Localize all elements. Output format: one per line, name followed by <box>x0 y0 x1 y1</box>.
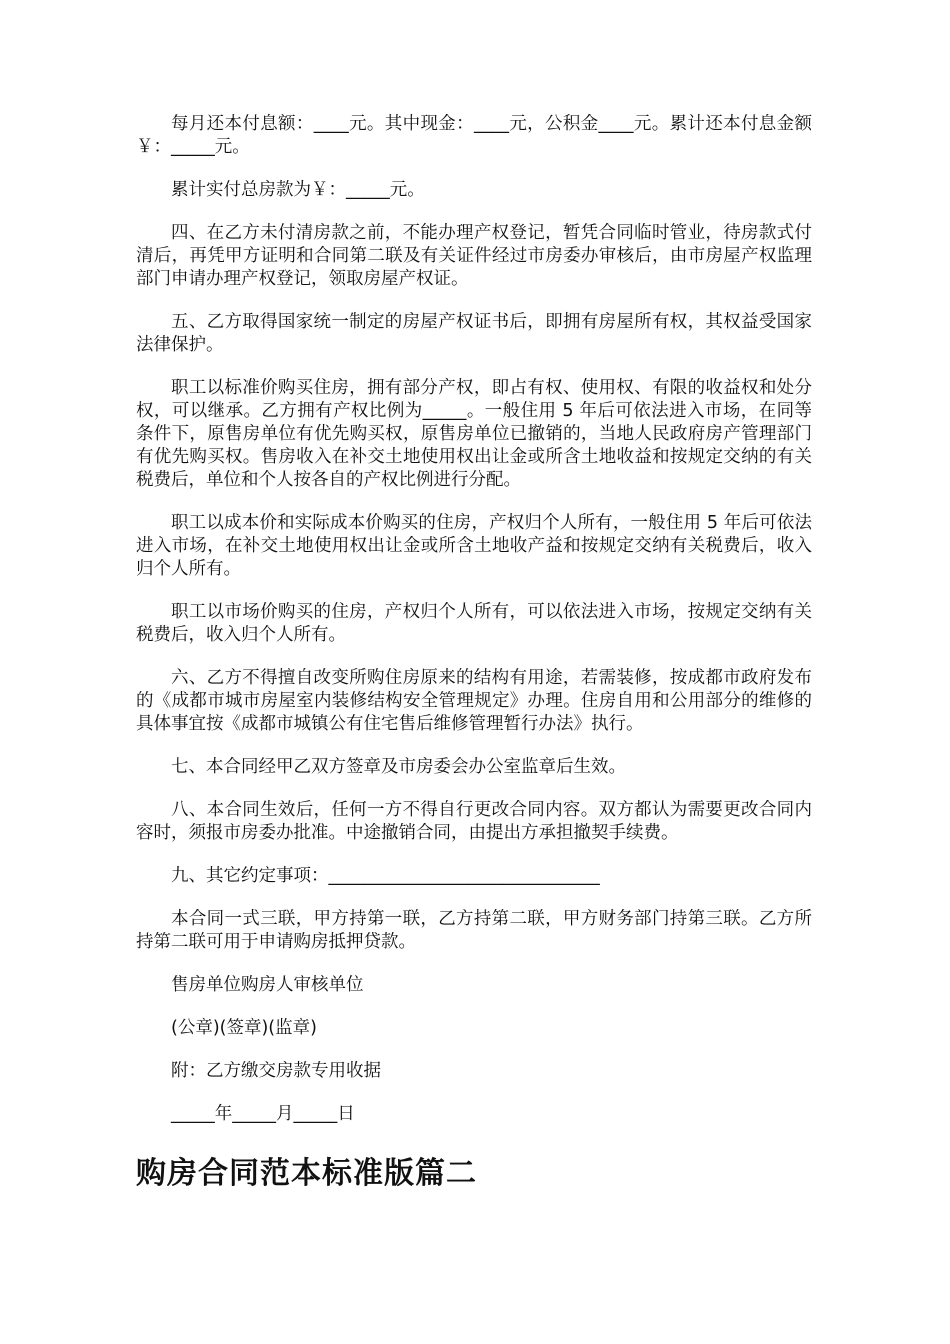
paragraph-clause-6: 六、乙方不得擅自改变所购住房原来的结构有用途，若需装修，按成都市政府发布的《成都市城市房屋室内装修结构安全管理规定》办理。住房自用和公用部分的维修的具体事宜按《成都市城镇公有住宅售后维修管理暂行办法》执行。 <box>136 668 812 734</box>
section-heading: 购房合同范本标准版篇二 <box>136 1156 477 1191</box>
paragraph-attachment: 附：乙方缴交房款专用收据 <box>171 1061 381 1081</box>
paragraph-clause-9: 九、其它约定事项：_______________________________ <box>171 866 600 886</box>
paragraph-signatories: 售房单位购房人审核单位 <box>171 975 364 995</box>
paragraph-total-payment: 累计实付总房款为￥：_____元。 <box>171 180 425 200</box>
paragraph-clause-7: 七、本合同经甲乙双方签章及市房委会办公室监章后生效。 <box>171 757 626 777</box>
paragraph-market-price: 职工以市场价购买的住房，产权归个人所有，可以依法进入市场，按规定交纳有关税费后，收入归个人所有。 <box>136 602 812 645</box>
paragraph-standard-price: 职工以标准价购买住房，拥有部分产权，即占有权、使用权、有限的收益权和处分权，可以继承。乙方拥有产权比例为_____。一般住用 5 年后可依法进入市场，在同等条件下，原售房单位有优先购买权，原售房单位已撤销的，当地人民政府房产管理部门有优先购买权。售房收入在补交土地使用权出让金或所含土地收益和按规定交纳的有关税费后，单位和个人按各自的产权比例进行分配。 <box>136 378 812 490</box>
paragraph-clause-4: 四、在乙方未付清房款之前，不能办理产权登记，暂凭合同临时管业，待房款式付清后，再凭甲方证明和合同第二联及有关证件经过市房委办审核后，由市房屋产权监理部门申请办理产权登记，领取房屋产权证。 <box>136 223 812 289</box>
paragraph-monthly-payment: 每月还本付息额：____元。其中现金：____元，公积金____元。累计还本付息金额￥：_____元。 <box>136 114 812 157</box>
paragraph-cost-price: 职工以成本价和实际成本价购买的住房，产权归个人所有，一般住用 5 年后可依法进入市场，在补交土地使用权出让金或所含土地收产益和按规定交纳有关税费后，收入归个人所有。 <box>136 513 812 579</box>
document-body <box>136 113 812 1146</box>
paragraph-clause-8: 八、本合同生效后，任何一方不得自行更改合同内容。双方都认为需要更改合同内容时，须报市房委办批准。中途撤销合同，由提出方承担撤契手续费。 <box>136 800 812 843</box>
paragraph-seals: (公章)(签章)(监章) <box>171 1018 317 1038</box>
paragraph-copies: 本合同一式三联，甲方持第一联，乙方持第二联，甲方财务部门持第三联。乙方所持第二联可用于申请购房抵押贷款。 <box>136 909 812 952</box>
paragraph-date: _____年_____月_____日 <box>171 1104 355 1124</box>
paragraph-clause-5: 五、乙方取得国家统一制定的房屋产权证书后，即拥有房屋所有权，其权益受国家法律保护。 <box>136 312 812 355</box>
